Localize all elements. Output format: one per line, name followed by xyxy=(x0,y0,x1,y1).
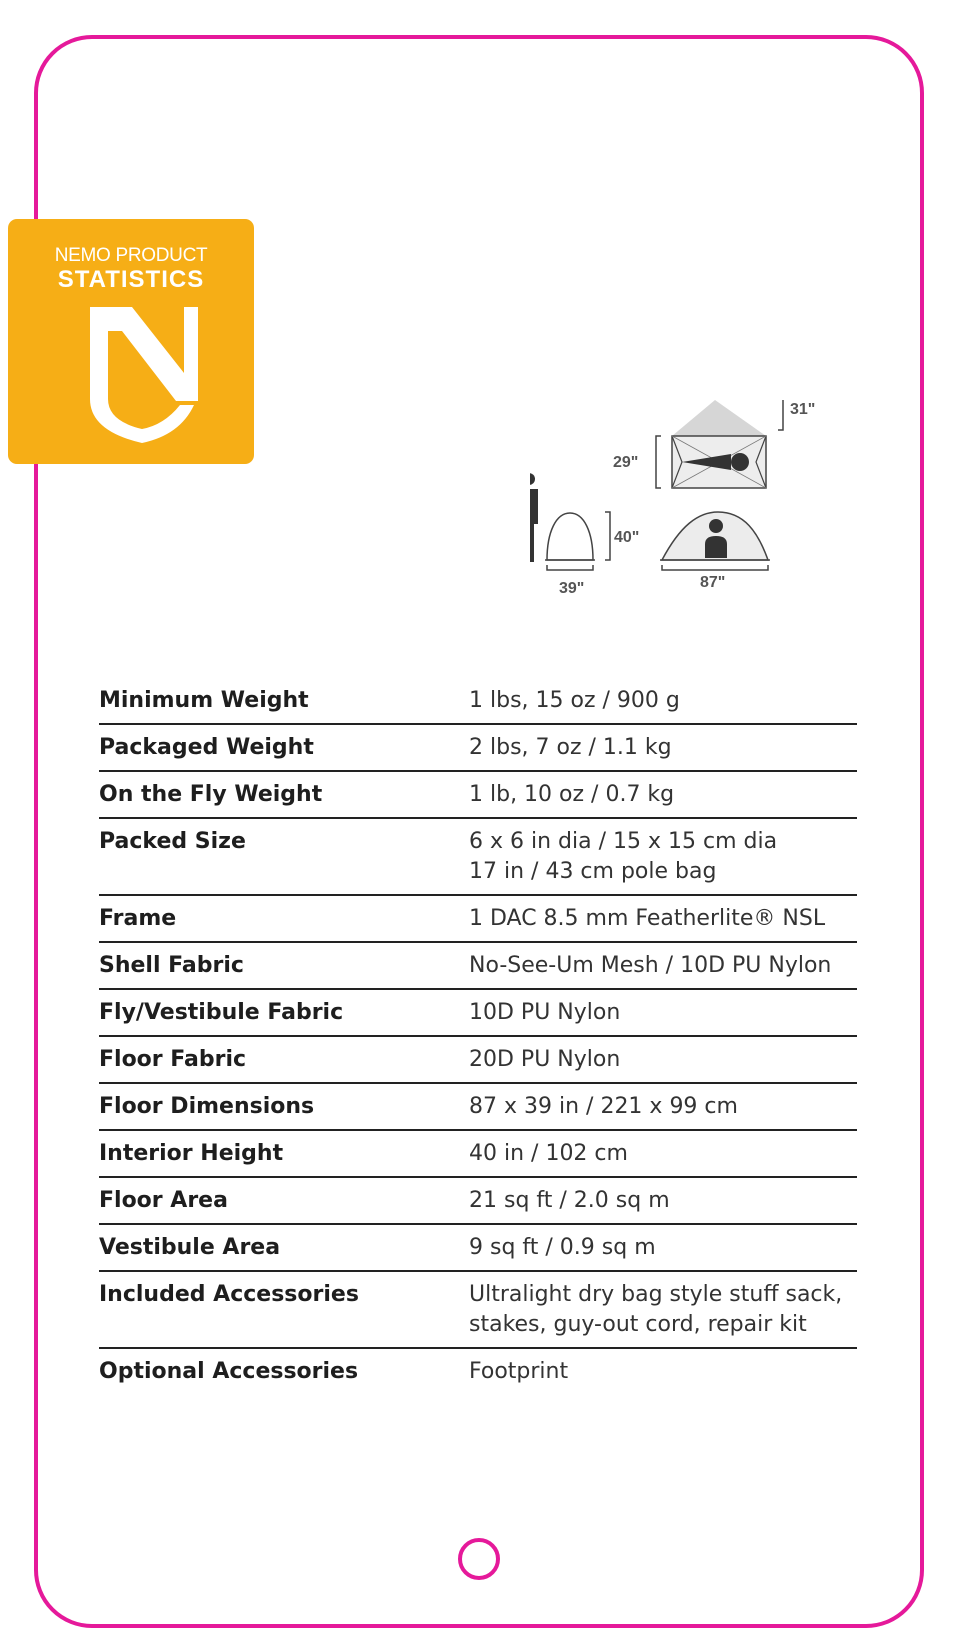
spec-label: Vestibule Area xyxy=(99,1224,469,1271)
spec-value xyxy=(469,1083,857,1130)
spec-label: Optional Accessories xyxy=(99,1359,359,1384)
spec-value-line: 21 sq ft / 2.0 sq m xyxy=(469,1188,670,1213)
spec-value-line: Ultralight dry bag style stuff sack, xyxy=(469,1282,843,1307)
spec-label: Interior Height xyxy=(99,1130,469,1177)
spec-value-line: 87 x 39 in / 221 x 99 cm xyxy=(469,1094,738,1119)
spec-value-line: 6 x 6 in dia / 15 x 15 cm dia xyxy=(469,829,778,854)
spec-value-line: No-See-Um Mesh / 10D PU Nylon xyxy=(469,953,832,978)
spec-label: Floor Dimensions xyxy=(99,1083,469,1130)
spec-value xyxy=(469,1271,857,1348)
spec-value-line: 17 in / 43 cm pole bag xyxy=(469,859,717,884)
spec-value xyxy=(469,895,857,942)
spec-row xyxy=(99,678,857,724)
spec-row xyxy=(99,724,857,771)
nemo-statistics-badge xyxy=(8,219,254,464)
spec-value xyxy=(469,1036,857,1083)
badge-line-1: NEMO PRODUCT xyxy=(54,245,208,266)
spec-value xyxy=(469,1130,857,1177)
spec-row xyxy=(99,1271,857,1348)
spec-value-line: 2 lbs, 7 oz / 1.1 kg xyxy=(469,735,672,760)
home-button[interactable] xyxy=(458,1538,500,1580)
spec-row xyxy=(99,1177,857,1224)
spec-label: Included Accessories xyxy=(99,1271,469,1348)
spec-label: On the Fly Weight xyxy=(99,771,469,818)
tent-front-view xyxy=(545,512,639,597)
spec-value-line: 20D PU Nylon xyxy=(469,1047,621,1072)
spec-value xyxy=(469,942,857,989)
spec-value-line: 1 lb, 10 oz / 0.7 kg xyxy=(469,782,675,807)
spec-row xyxy=(99,1083,857,1130)
spec-label: Packaged Weight xyxy=(99,724,469,771)
spec-value-line: 40 in / 102 cm xyxy=(469,1141,628,1166)
spec-value xyxy=(469,1224,857,1271)
spec-value-line: 9 sq ft / 0.9 sq m xyxy=(469,1235,656,1260)
spec-value-line: 10D PU Nylon xyxy=(469,1000,621,1025)
spec-value xyxy=(469,771,857,818)
badge-line-2: STATISTICS xyxy=(57,266,205,293)
spec-label: Packed Size xyxy=(99,818,469,895)
spec-row xyxy=(99,1224,857,1271)
width-label: 39" xyxy=(559,580,585,597)
spec-value xyxy=(469,724,857,771)
tent-dimension-diagram xyxy=(530,400,860,625)
spec-value xyxy=(469,678,857,724)
length-label: 87" xyxy=(700,574,726,591)
tent-top-view xyxy=(613,400,815,488)
spec-value-line: 1 lbs, 15 oz / 900 g xyxy=(469,688,680,713)
spec-value-line: Footprint xyxy=(469,1359,569,1384)
spec-row xyxy=(99,818,857,895)
spec-value-line: 1 DAC 8.5 mm Featherlite® NSL xyxy=(469,906,826,931)
spec-label: Floor Area xyxy=(99,1177,469,1224)
interior-height-label: 40" xyxy=(614,529,640,546)
spec-value xyxy=(469,989,857,1036)
spec-label: Floor Fabric xyxy=(99,1036,469,1083)
spec-label: Frame xyxy=(99,895,469,942)
spec-label: Minimum Weight xyxy=(99,678,469,724)
fly-height-label: 31" xyxy=(790,401,816,418)
spec-row xyxy=(99,989,857,1036)
spec-row xyxy=(99,942,857,989)
spec-row xyxy=(99,1036,857,1083)
spec-row xyxy=(99,771,857,818)
spec-label: Shell Fabric xyxy=(99,942,469,989)
nemo-shield-logo-icon xyxy=(80,301,200,446)
spec-row xyxy=(99,1348,857,1394)
spec-value xyxy=(469,1177,857,1224)
spec-row xyxy=(99,1130,857,1177)
spec-label: Fly/Vestibule Fabric xyxy=(99,989,469,1036)
spec-value xyxy=(469,818,857,895)
spec-value-line: stakes, guy-out cord, repair kit xyxy=(469,1312,807,1337)
tent-side-view xyxy=(660,512,770,591)
person-icon xyxy=(530,473,538,562)
specs-table xyxy=(99,678,857,1394)
spec-value xyxy=(469,1348,857,1394)
body-height-label: 29" xyxy=(613,454,639,471)
spec-row xyxy=(99,895,857,942)
